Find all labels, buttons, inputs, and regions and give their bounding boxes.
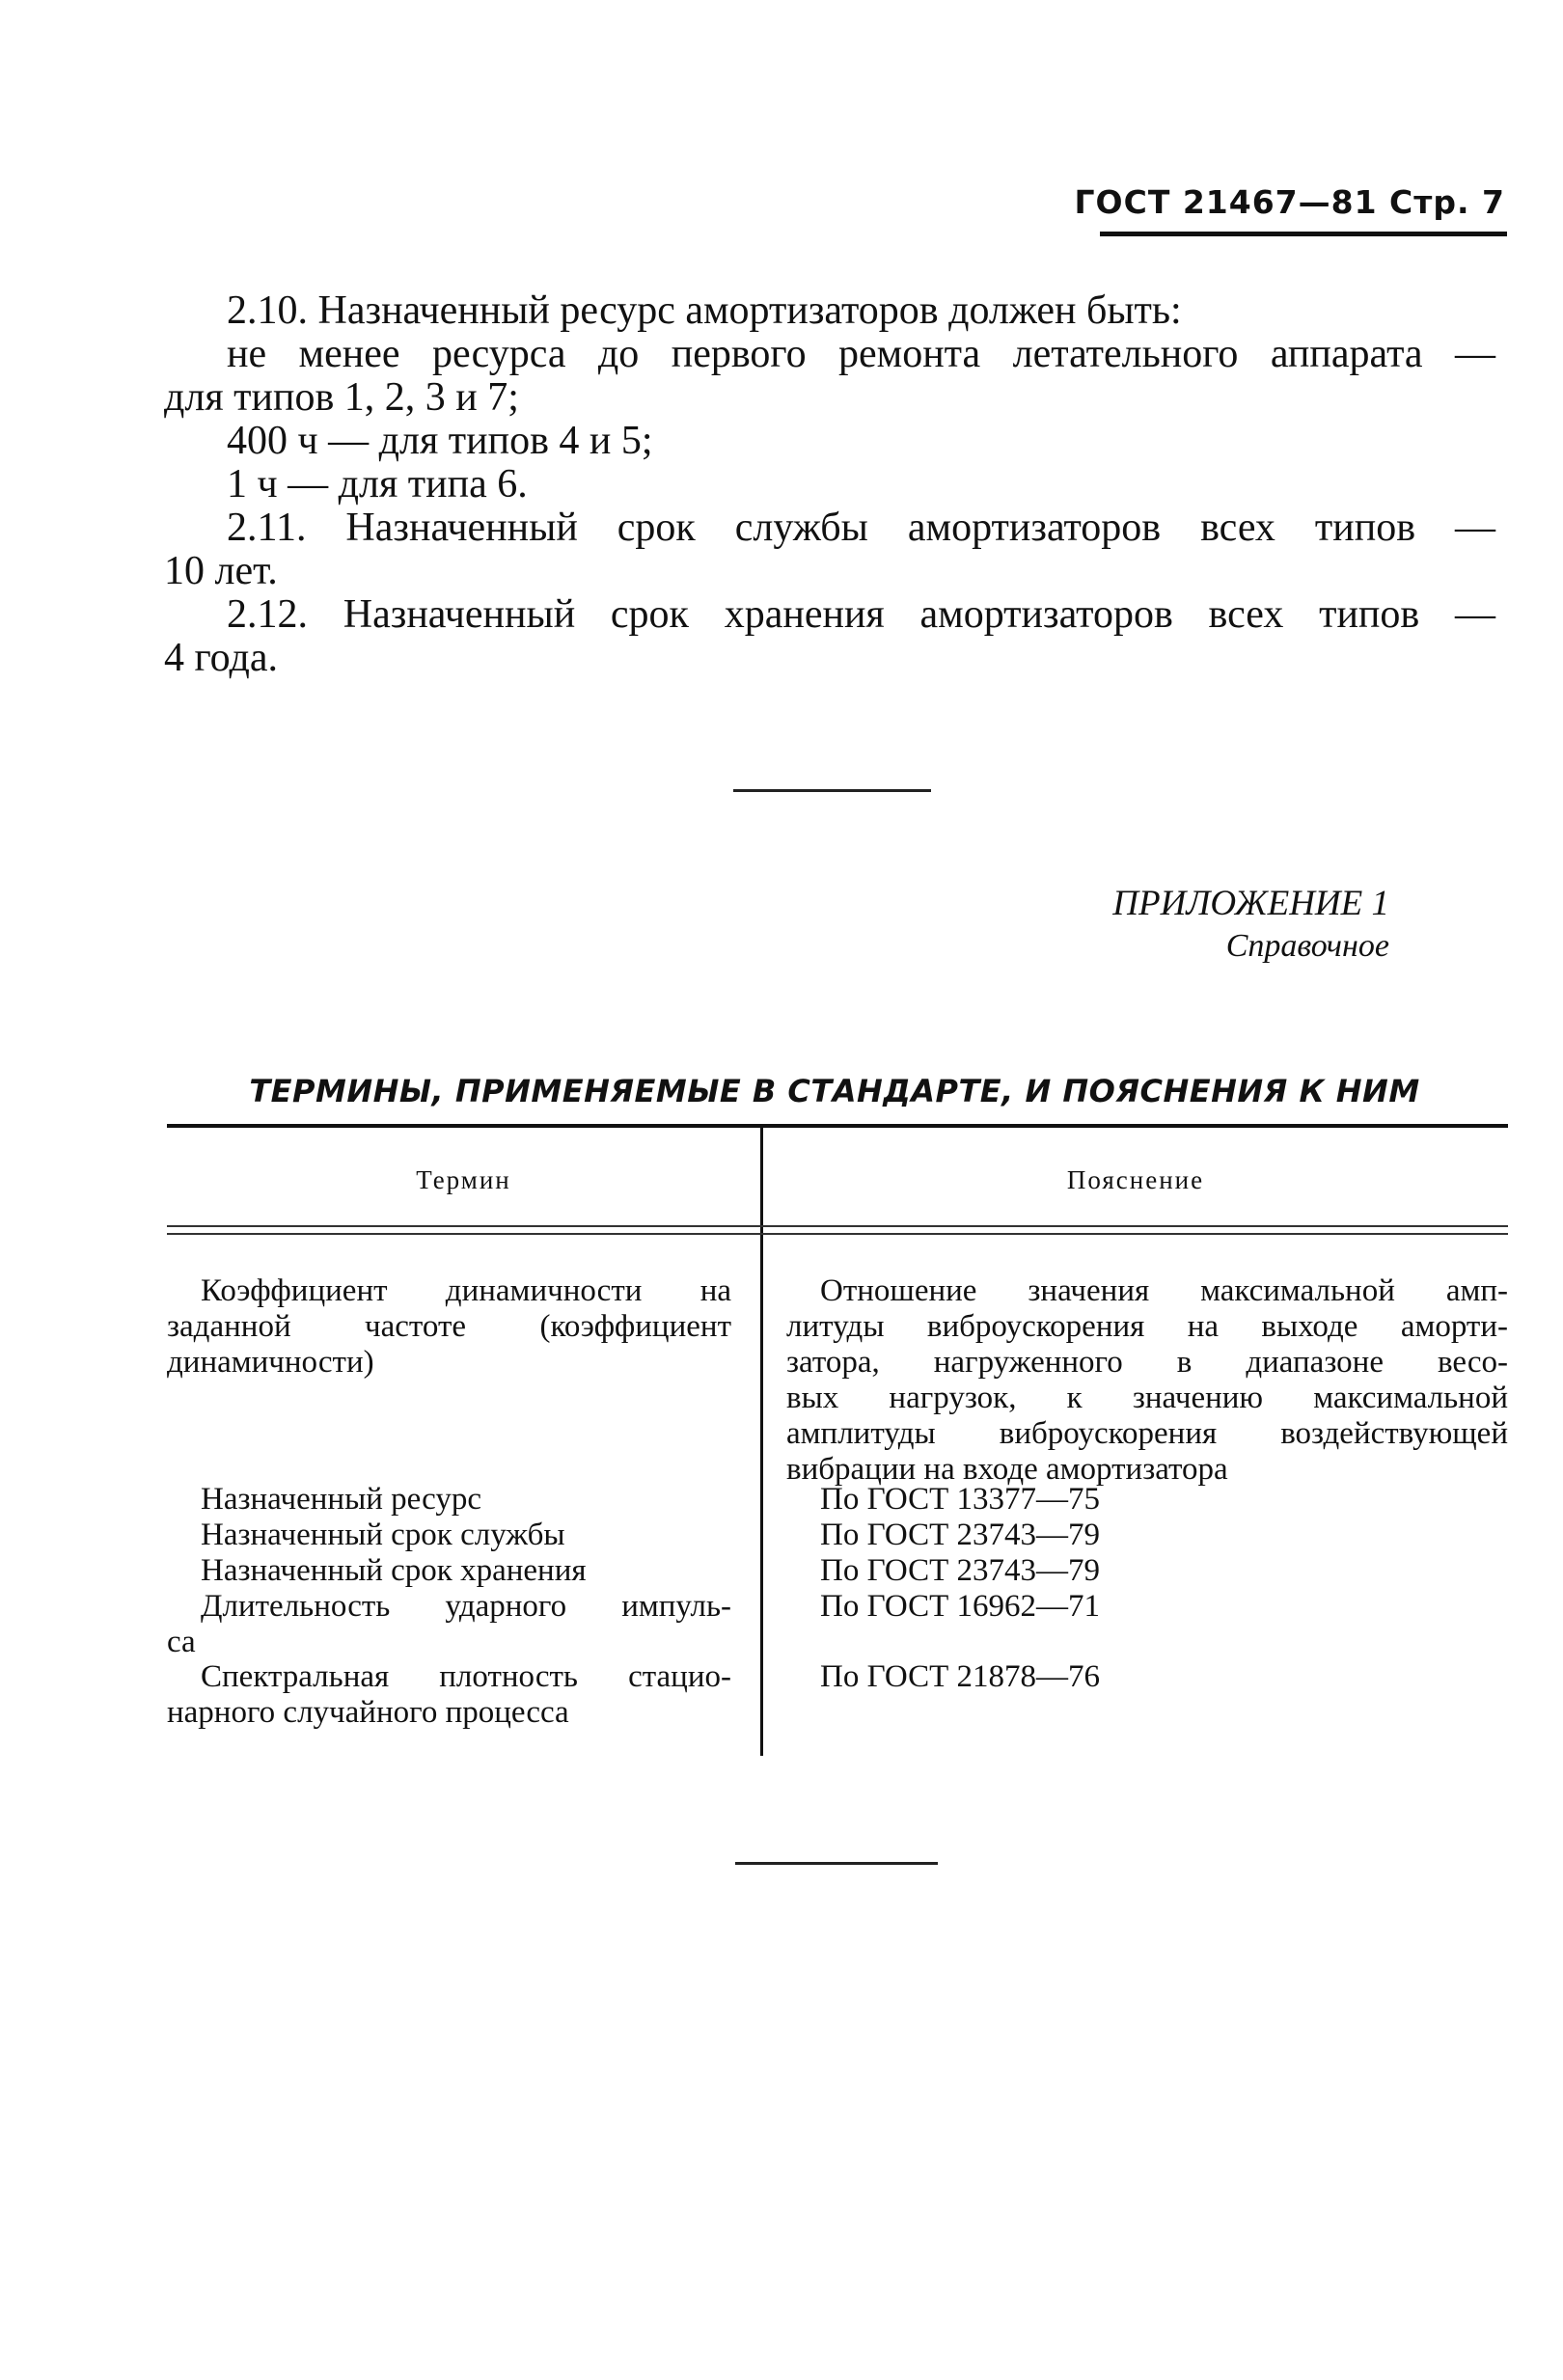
table-row-3-term: Назначенный срок службы — [201, 1518, 565, 1552]
header-rule — [1100, 232, 1507, 236]
explanation-line: вибрации на входе амортизатора — [786, 1452, 1228, 1487]
section-2-10-12 — [164, 289, 1495, 376]
paragraph-2-11-line1: 2.11. Назначенный срок службы амортизаторов всех типов — — [227, 506, 1495, 550]
term-line: Спектральная плотность стацио- — [201, 1659, 731, 1694]
explanation-line: литуды виброускорения на выходе аморти- — [786, 1309, 1508, 1344]
table-row-6-explanation: По ГОСТ 21878—76 — [820, 1659, 1100, 1694]
appendix-label: ПРИЛОЖЕНИЕ 1 — [1112, 884, 1389, 923]
explanation-line: затора, нагруженного в диапазоне весо- — [786, 1345, 1508, 1380]
paragraph-2-10-line4: 400 ч — для типов 4 и 5; — [227, 419, 653, 463]
table-row-4-term: Назначенный срок хранения — [201, 1553, 587, 1588]
appendix-sublabel: Справочное — [1225, 928, 1389, 964]
paragraph-2-10-line2: не менее ресурса до первого ремонта летательного аппарата — — [227, 332, 1495, 376]
appendix-title: ТЕРМИНЫ, ПРИМЕНЯЕМЫЕ В СТАНДАРТЕ, И ПОЯСНЕНИЯ К НИМ — [249, 1073, 1420, 1109]
page-header: ГОСТ 21467—81 Стр. 7 — [1074, 183, 1505, 221]
explanation-line: вых нагрузок, к значению максимальной — [786, 1381, 1508, 1415]
table-header-rule-1 — [167, 1225, 1508, 1227]
table-row-3-explanation: По ГОСТ 23743—79 — [820, 1518, 1100, 1552]
table-top-rule — [167, 1124, 1508, 1128]
paragraph-2-10-cont — [164, 376, 1495, 680]
paragraph-2-10-line5: 1 ч — для типа 6. — [227, 462, 528, 506]
table-row-5-explanation: По ГОСТ 16962—71 — [820, 1589, 1100, 1624]
explanation-line: амплитуды виброускорения воздействующей — [786, 1416, 1508, 1451]
table-row-5-term — [167, 1589, 731, 1660]
term-line: нарного случайного процесса — [167, 1695, 569, 1730]
paragraph-2-10-line3: для типов 1, 2, 3 и 7; — [164, 375, 519, 420]
explanation-line: Отношение значения максимальной амп- — [820, 1273, 1508, 1308]
paragraph-2-12-line2: 4 года. — [164, 636, 278, 680]
bottom-separator — [735, 1862, 938, 1865]
term-line: заданной частоте (коэффициент — [167, 1309, 731, 1344]
column-header-term: Термин — [416, 1165, 511, 1194]
table-row-2-explanation: По ГОСТ 13377—75 — [820, 1482, 1100, 1517]
paragraph-2-12-line1: 2.12. Назначенный срок хранения амортизаторов всех типов — — [227, 592, 1495, 637]
term-line: динамичности) — [167, 1345, 374, 1380]
paragraph-2-11-line2: 10 лет. — [164, 549, 278, 593]
table-row-2-term: Назначенный ресурс — [201, 1482, 481, 1517]
table-row-1-explanation — [786, 1273, 1508, 1488]
table-header-rule-2 — [167, 1233, 1508, 1235]
section-separator — [733, 789, 931, 792]
table-row-1-term — [167, 1273, 731, 1381]
table-row-4-explanation: По ГОСТ 23743—79 — [820, 1553, 1100, 1588]
table-column-divider — [760, 1124, 763, 1756]
column-header-explanation: Пояснение — [1066, 1165, 1205, 1194]
term-line: са — [167, 1625, 196, 1659]
table-row-6-term — [167, 1659, 731, 1731]
term-line: Коэффициент динамичности на — [201, 1273, 731, 1308]
term-line: Длительность ударного импуль- — [201, 1589, 731, 1624]
paragraph-2-10-line1: 2.10. Назначенный ресурс амортизаторов должен быть: — [227, 288, 1182, 333]
